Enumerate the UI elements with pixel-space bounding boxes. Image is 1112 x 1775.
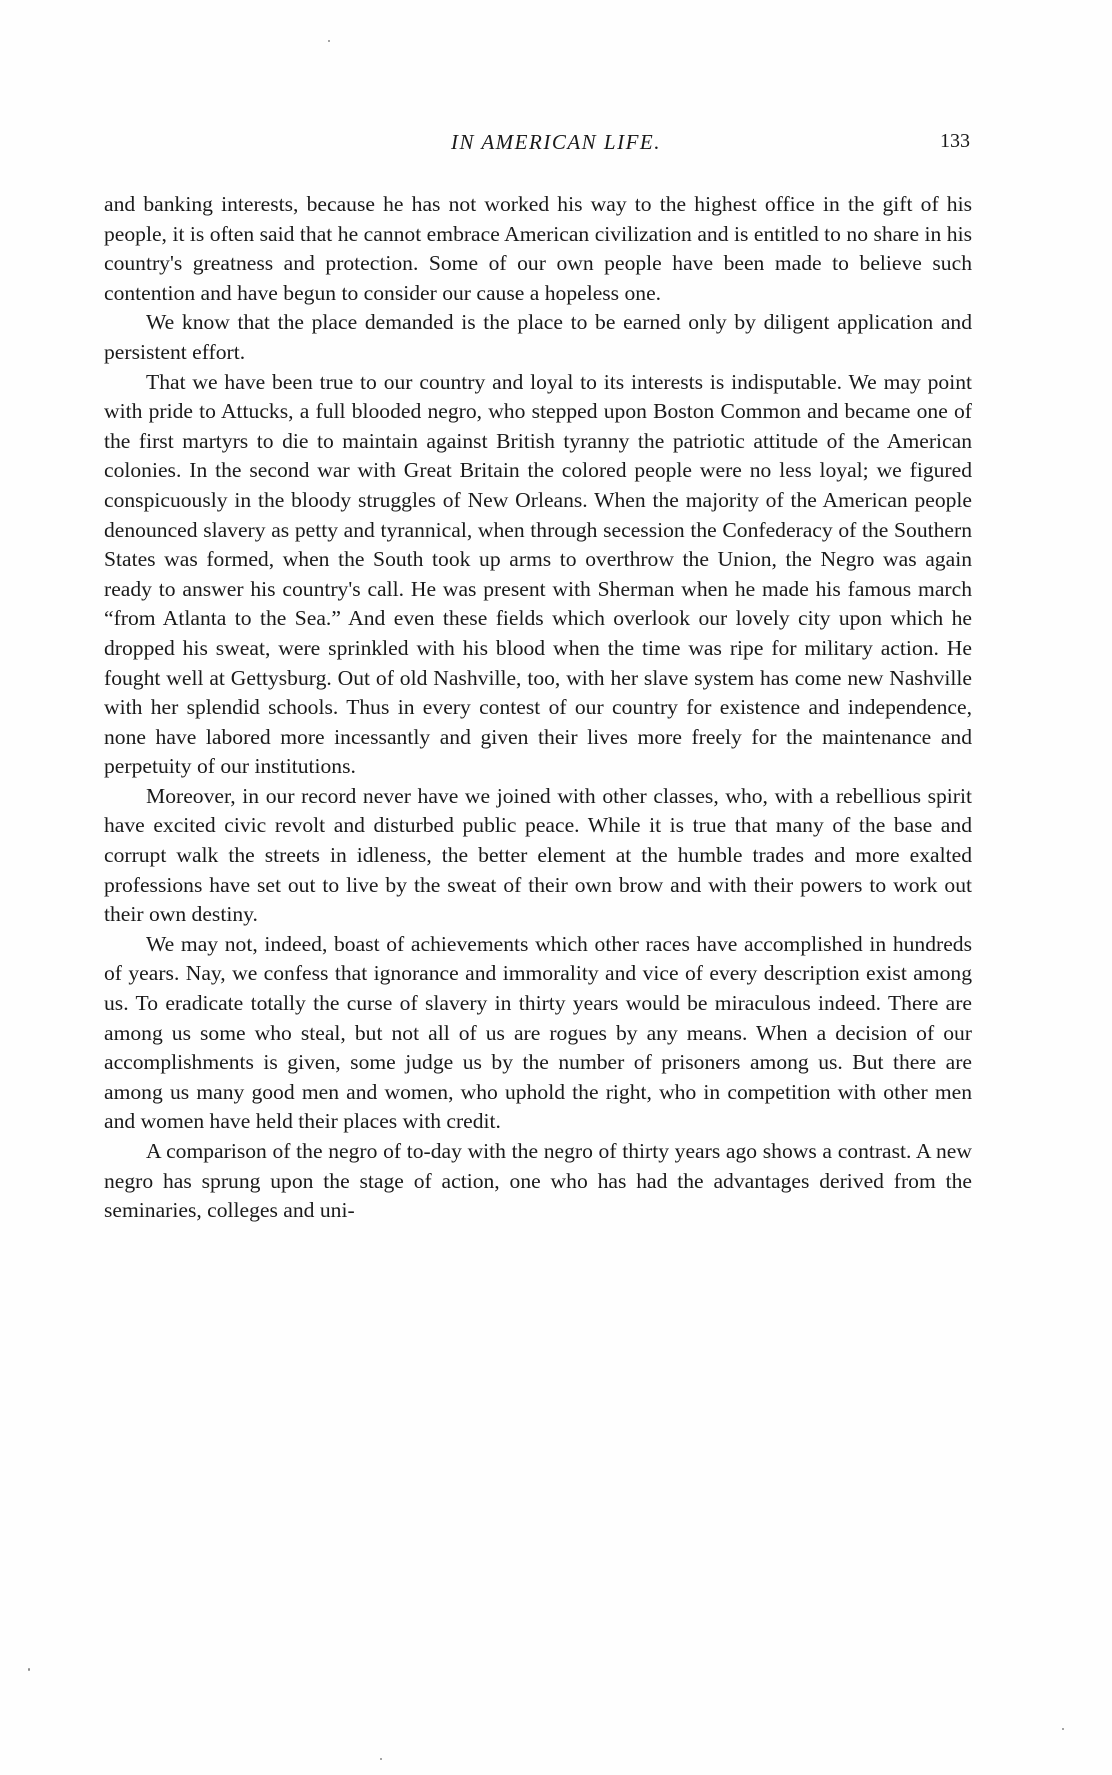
paragraph-3: That we have been true to our country and loyal to its interests is indisputable. We may point with pride to Attucks, a full blooded negro, who stepped upon Boston Common and became one of the first martyrs to die to maintain against British tyranny the patriotic attitude of the American colonies. In the second war with Great Britain the colored people were no less loyal; we figured conspicuously in the bloody struggles of New Orleans. When the majority of the American people denounced slavery as petty and tyrannical, when through secession the Confederacy of the Southern States was formed, when the South took up arms to overthrow the Union, the Negro was again ready to answer his country's call. He was present with Sherman when he made his famous march “from Atlanta to the Sea.” And even these fields which overlook our lovely city upon which he dropped his sweat, were sprinkled with his blood when the time was ripe for military action. He fought well at Gettysburg. Out of old Nashville, too, with her slave system has come new Nashville with her splendid schools. Thus in every contest of our country for existence and independence, none have labored more incessantly and given their lives more freely for the maintenance and perpetuity of our institutions. [104, 369, 972, 779]
page-number: 133 [940, 130, 970, 152]
scan-speck [1062, 1728, 1064, 1730]
paragraph-1: and banking interests, because he has not worked his way to the highest office in the gift of his people, it is often said that he cannot embrace American civilization and is entitled to no share in his country's greatness and protection. Some of our own people have been made to believe such contention and have begun to consider our cause a hopeless one. [104, 192, 972, 305]
paragraph-4: Moreover, in our record never have we joined with other classes, who, with a rebellious spirit have excited civic revolt and disturbed public peace. While it is true that many of the base and corrupt walk the streets in idleness, the better element at the humble trades and more exalted professions have set out to live by the sweat of their own brow and with their powers to work out their own destiny. [104, 783, 972, 927]
paragraph-5: We may not, indeed, boast of achievements which other races have accomplished in hundreds of years. Nay, we confess that ignorance and immorality and vice of every description exist among us. To eradicate totally the curse of slavery in thirty years would be miraculous indeed. There are among us some who steal, but not all of us are rogues by any means. When a decision of our accomplishments is given, some judge us by the number of prisoners among us. But there are among us many good men and women, who uphold the right, who in competition with other men and women have held their places with credit. [104, 931, 972, 1134]
paragraph-2: We know that the place demanded is the place to be earned only by diligent application and persistent effort. [104, 310, 972, 364]
running-head [0, 130, 1112, 160]
paragraph-6: A comparison of the negro of to-day with the negro of thirty years ago shows a contrast. A new negro has sprung upon the stage of action, one who has had the advantages derived from the seminaries, colleges and uni- [104, 1139, 972, 1223]
scan-speck [380, 1758, 382, 1760]
body-text [104, 190, 972, 1226]
scan-speck [28, 1668, 30, 1671]
running-head-title: IN AMERICAN LIFE. [450, 130, 661, 154]
scan-speck [328, 40, 330, 42]
